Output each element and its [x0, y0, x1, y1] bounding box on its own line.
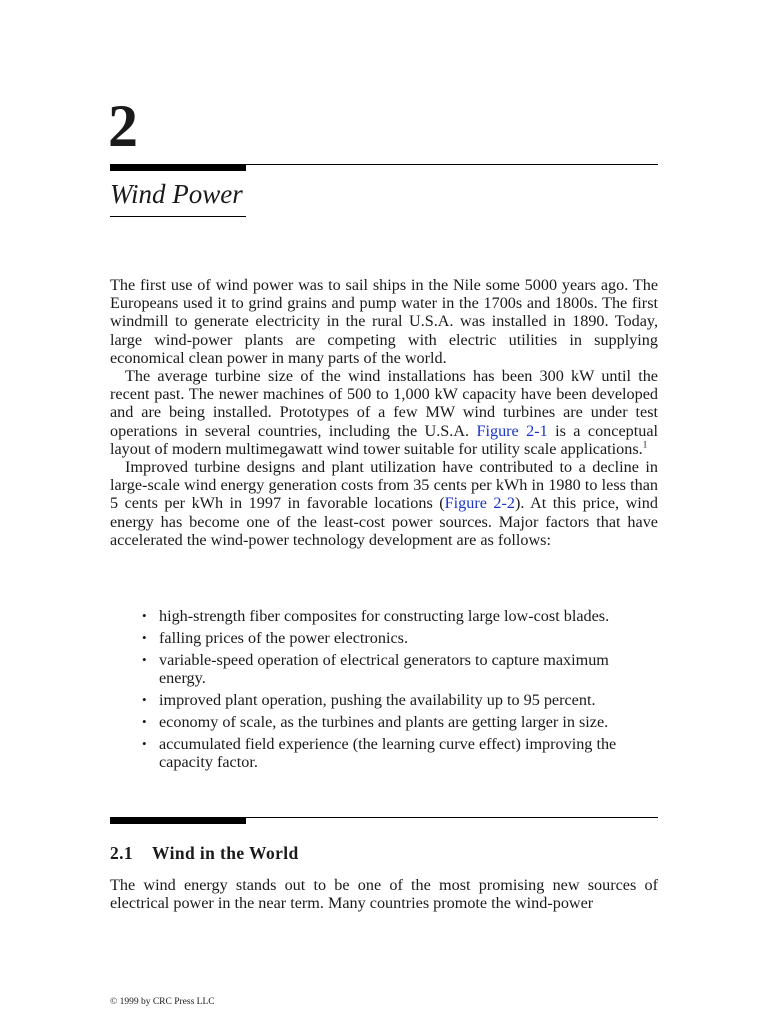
list-item: [140, 629, 658, 647]
section-title: Wind in the World: [152, 843, 299, 863]
intro-paragraph-3-text-end: ). At this price, wind energy has become one of the least-cost power sources. Major factors that have accelerated the wind-power technology development are as follows:: [110, 494, 658, 549]
footnote-marker: 1: [642, 439, 648, 450]
list-item: [140, 691, 658, 709]
factors-list: [140, 607, 658, 775]
section-rule-thick: [110, 817, 246, 824]
list-item: [140, 607, 658, 625]
bullet-icon: •: [142, 714, 147, 730]
list-item-text: falling prices of the power electronics.: [159, 629, 409, 647]
list-item-text: economy of scale, as the turbines and plants are getting larger in size.: [159, 713, 609, 732]
figure-2-1-link[interactable]: Figure 2-1: [476, 421, 548, 440]
chapter-number: 2: [108, 93, 138, 159]
copyright-footer: © 1999 by CRC Press LLC: [110, 997, 215, 1007]
bullet-icon: •: [142, 736, 147, 752]
chapter-rule-thin: [246, 164, 658, 165]
chapter-title-underline: [110, 216, 246, 217]
list-item: [140, 735, 658, 771]
chapter-title: Wind Power: [110, 179, 243, 209]
intro-text: [110, 276, 658, 549]
intro-paragraph-3-text: Improved turbine designs and plant utilization have contributed to a decline in large-scale wind energy generation costs from 35 cents per kWh in 1980 to less than 5 cents per kWh in 1997 in favorable locations (: [110, 458, 658, 513]
list-item: [140, 651, 658, 687]
section-heading: [110, 843, 299, 864]
intro-paragraph-1: The first use of wind power was to sail ships in the Nile some 5000 years ago. The Europeans used it to grind grains and pump water in the 1700s and 1800s. The first windmill to generate electricity in the rural U.S.A. was installed in 1890. Today, large wind-power plants are competing with electric utilities in supplying economical clean power in many parts of the world.: [110, 276, 658, 367]
list-item: [140, 713, 658, 731]
intro-paragraph-2-text-end: is a conceptual layout of modern multimegawatt wind tower suitable for utility scale applications.: [110, 421, 659, 458]
bullet-icon: •: [142, 652, 147, 667]
list-item-text: variable-speed operation of electrical generators to capture maximum energy.: [159, 651, 609, 688]
list-item-text: accumulated field experience (the learning curve effect) improving the capacity factor.: [159, 735, 617, 772]
bullet-icon: •: [142, 630, 147, 645]
section-rule-thin: [246, 817, 658, 818]
section-number: 2.1: [110, 843, 134, 863]
list-item-text: improved plant operation, pushing the availability up to 95 percent.: [159, 691, 596, 710]
intro-paragraph-2-text: The average turbine size of the wind installations has been 300 kW until the recent past. The newer machines of 500 to 1,000 kW capacity have been developed and are being installed. Prototypes of a few MW wind turbines are under test operations in several countries, including the U.S.A.: [110, 367, 658, 440]
section-paragraph: The wind energy stands out to be one of the most promising new sources of electrical power in the near term. Many countries promote the wind-power: [110, 876, 658, 913]
intro-paragraph-2: [110, 367, 658, 458]
figure-2-2-link[interactable]: Figure 2-2: [444, 494, 516, 513]
list-item-text: high-strength fiber composites for constructing large low-cost blades.: [159, 607, 610, 625]
bullet-icon: •: [142, 692, 147, 708]
bullet-icon: •: [142, 608, 147, 623]
intro-paragraph-3: [110, 458, 658, 549]
chapter-rule-thick: [110, 164, 246, 171]
